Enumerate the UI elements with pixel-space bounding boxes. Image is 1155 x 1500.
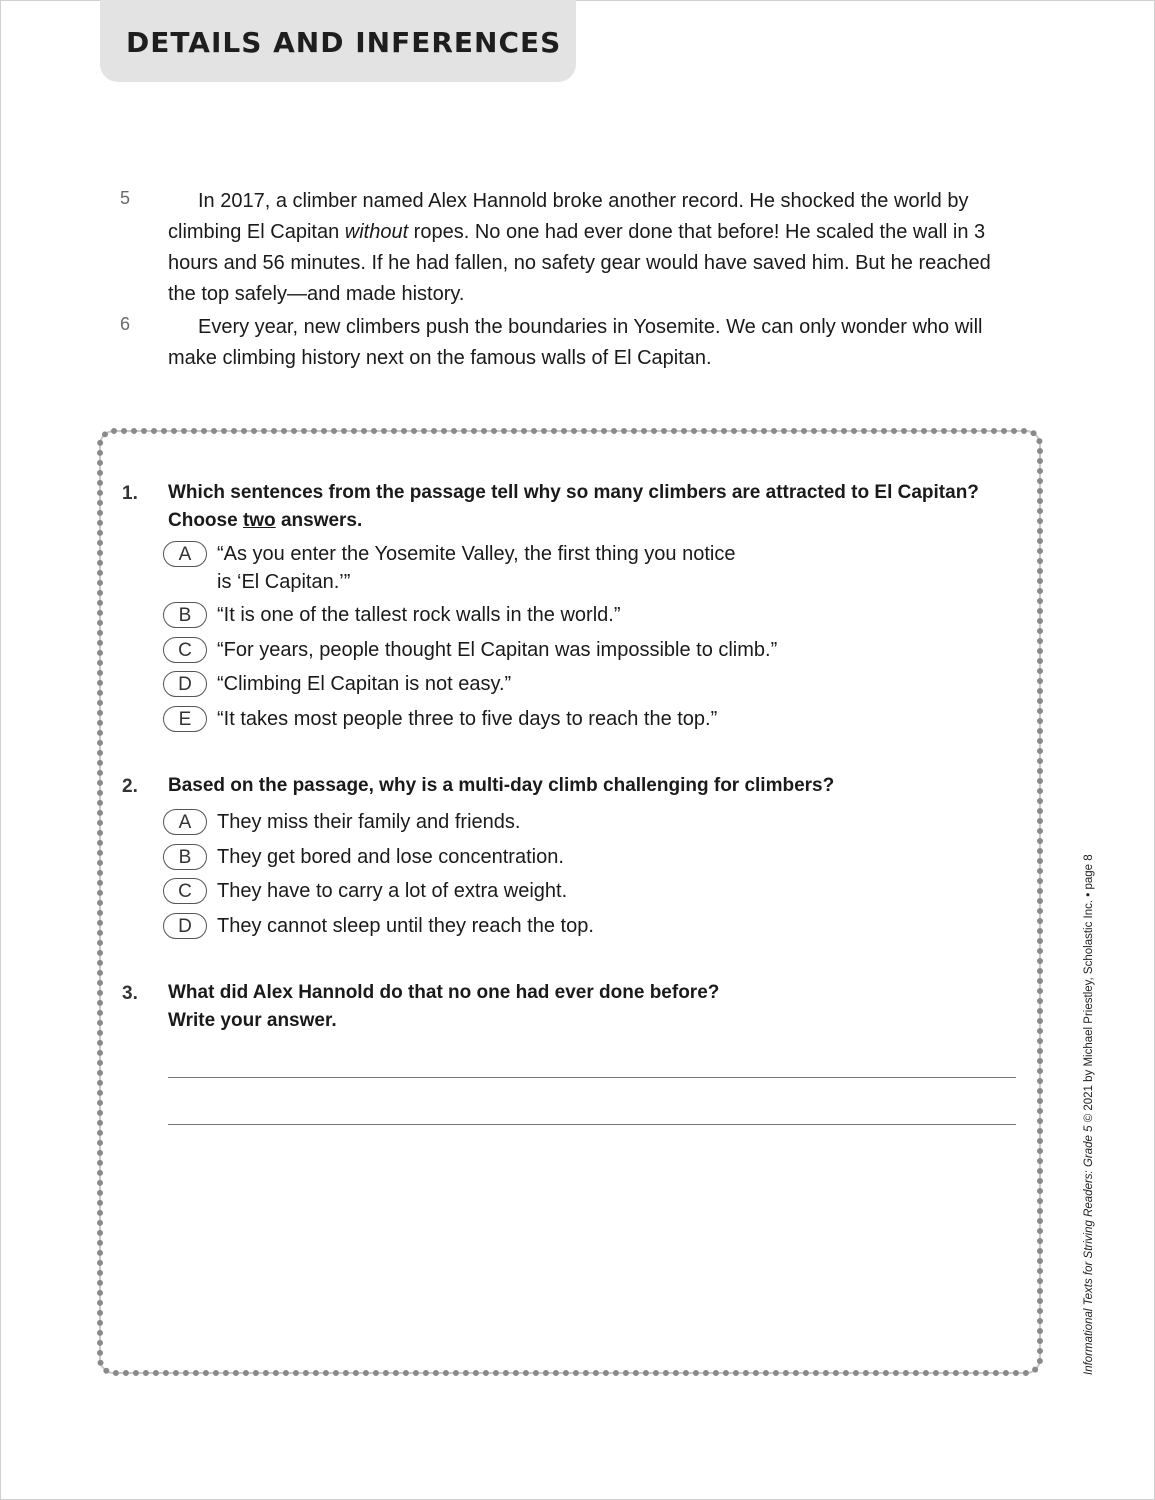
paragraph-number: 5 (120, 188, 131, 208)
choice-text: “For years, people thought El Capitan was impossible to climb.” (217, 639, 778, 661)
choice-text-continued: is ‘El Capitan.’” (217, 571, 351, 593)
choice-letter-bubble[interactable]: A (163, 809, 207, 835)
choice-text: They cannot sleep until they reach the top. (217, 915, 594, 937)
choice-text: They get bored and lose concentration. (217, 846, 564, 868)
choice-letter-bubble[interactable]: A (163, 541, 207, 567)
question-1-prompt: Which sentences from the passage tell why so many climbers are attracted to El Capitan? Choose two answers. (168, 482, 979, 531)
question-3-prompt: What did Alex Hannold do that no one had ever done before? Write your answer. (168, 982, 720, 1031)
header-tab (100, 0, 576, 82)
choice-letter-bubble[interactable]: E (163, 706, 207, 732)
paragraph-text: In 2017, a climber named Alex Hannold broke another record. He shocked the world by climbing El Capitan without ropes. No one had ever done that before! He scaled the wall in 3 hours and 56 minutes. If he had fallen, no safety gear would have saved him. But he reached the top safely—and made history. (168, 190, 991, 305)
choice-letter-bubble[interactable]: C (163, 878, 207, 904)
choice-text: “Climbing El Capitan is not easy.” (217, 673, 512, 695)
paragraph-number: 6 (120, 314, 131, 334)
choice-letter-bubble[interactable]: B (163, 844, 207, 870)
choice-text: They have to carry a lot of extra weight. (217, 880, 568, 902)
copyright-credit: Informational Texts for Striving Readers: Grade 5 © 2021 by Michael Priestley, Scholastic Inc. • page 8 (1083, 854, 1095, 1375)
choice-letter-bubble[interactable]: D (163, 671, 207, 697)
question-2-prompt: Based on the passage, why is a multi-day climb challenging for climbers? (168, 775, 835, 796)
choice-text: “As you enter the Yosemite Valley, the first thing you notice (217, 543, 736, 565)
page-title: DETAILS AND INFERENCES (126, 26, 562, 59)
answer-line-1[interactable] (168, 1077, 1016, 1078)
book-title: Informational Texts for Striving Readers: Grade 5 (1083, 1125, 1095, 1375)
question-number: 2. (122, 776, 138, 797)
choice-letter-bubble[interactable]: D (163, 913, 207, 939)
answer-line-2[interactable] (168, 1124, 1016, 1125)
choice-text: “It takes most people three to five days to reach the top.” (217, 708, 718, 730)
paragraph-text: Every year, new climbers push the boundaries in Yosemite. We can only wonder who will make climbing history next on the famous walls of El Capitan. (168, 316, 983, 369)
choice-letter-bubble[interactable]: B (163, 602, 207, 628)
choice-letter-bubble[interactable]: C (163, 637, 207, 663)
question-number: 3. (122, 983, 138, 1004)
choice-text: They miss their family and friends. (217, 811, 521, 833)
question-number: 1. (122, 483, 138, 504)
emphasis-text: without (344, 221, 409, 243)
choice-text: “It is one of the tallest rock walls in the world.” (217, 604, 621, 626)
underlined-word: two (242, 510, 276, 531)
